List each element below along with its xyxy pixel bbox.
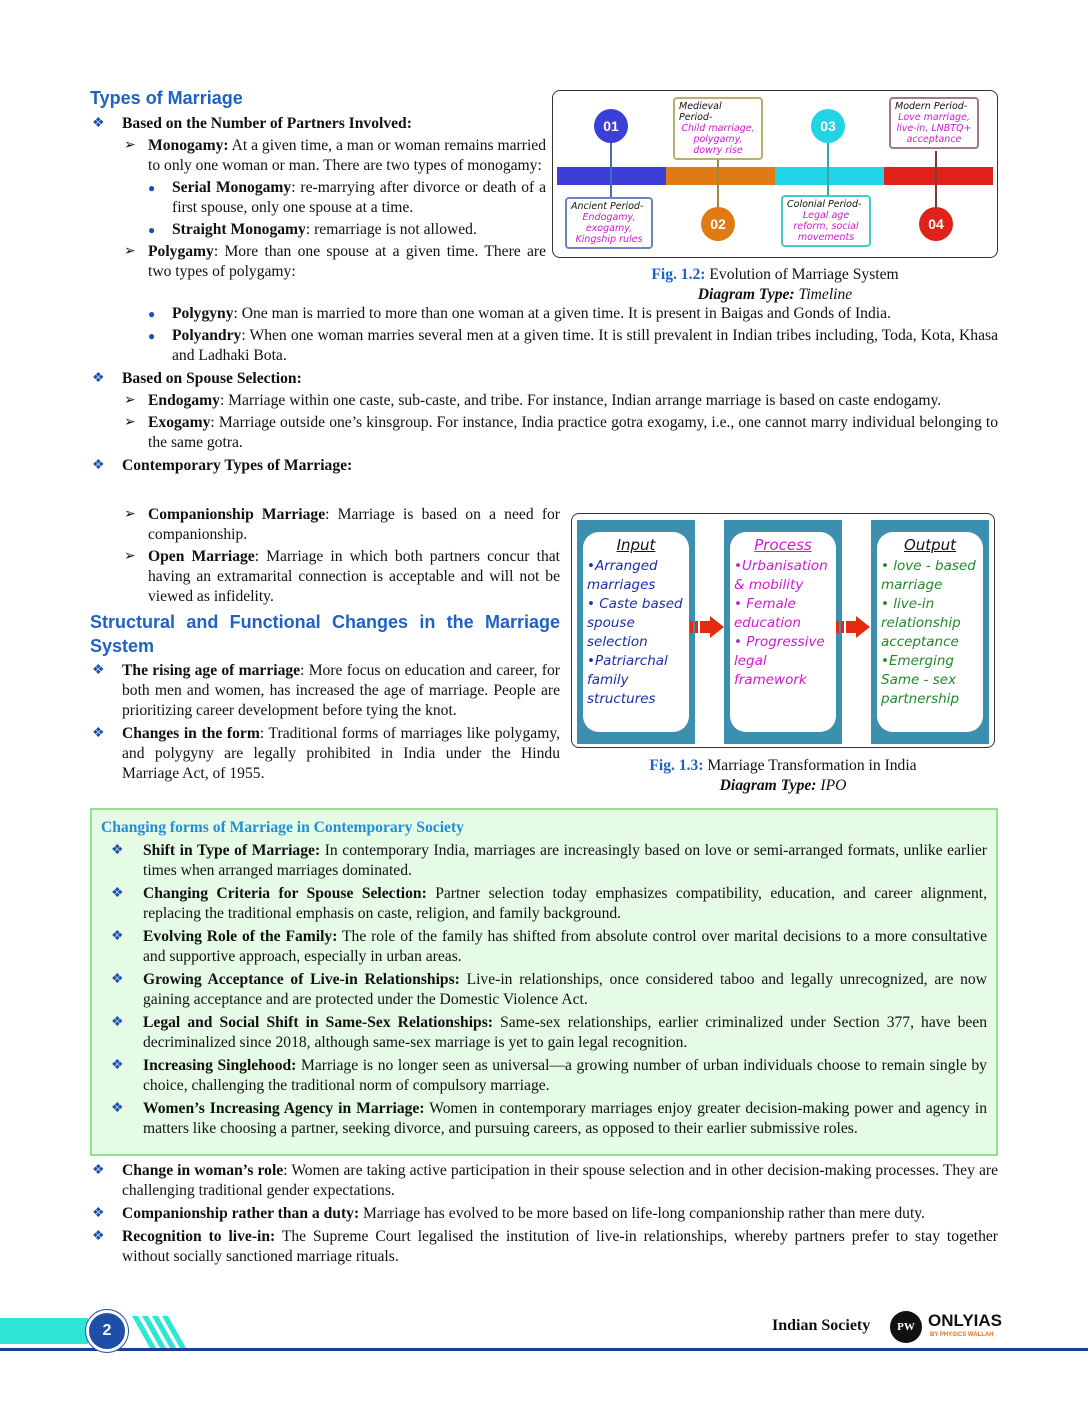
figure-label: Fig. 1.3: [649,757,704,774]
term: Endogamy [148,392,220,409]
fig1-caption [552,265,998,305]
list-item [90,304,998,324]
timeline-node-02: 02 [701,207,735,241]
figure-label: Fig. 1.2: [651,266,706,283]
list-item [101,884,987,924]
list-item [90,369,998,389]
text: Partner selection today emphasizes compatibility, education, and career alignment, replacing the traditional emphasis on caste, religion, and family background. [143,885,987,922]
diagram-type: IPO [816,777,847,794]
text: The role of the family has shifted from absolute control over marital decisions to a more consultative and supportive approach, especially in urban areas. [143,928,987,965]
list-item [90,456,998,476]
panel-title: Input [616,536,656,554]
diagram-type-label: Diagram Type: [719,777,817,794]
timeline-node-03: 03 [811,109,845,143]
list-item [90,136,546,176]
text: : When one woman marries several men at a given time. It is still prevalent in Indian tribes including, Toda, Kota, Khasa and Ladhaki Bota. [172,327,998,364]
footer-rule [0,1348,1088,1351]
text: : More than one spouse at a given time. There are two types of polygamy: [148,243,546,280]
diamond-bullet-icon: ❖ [92,726,105,741]
arrow-right-icon [690,616,724,638]
term: Shift in Type of Marriage: [143,842,321,859]
term: Polygyny [172,305,234,322]
timeline-node-04: 04 [919,207,953,241]
timeline-bar [557,167,993,185]
text: Marriage is no longer seen as universal—a growing number of urban individuals choose to remain single by choice, challenging the traditional norm of compulsory marriage. [143,1057,987,1094]
list-item [90,661,560,721]
diagram-type-label: Diagram Type: [697,286,795,303]
period-text: Child marriage, polygamy, dowry rise [681,123,755,156]
text: : Traditional forms of marriages like polygamy, and polygyny are legally prohibited in India under the Hindu Marriage Act, of 1955. [122,725,561,782]
text: The Supreme Court legalised the institution of live-in relationships, whereby partners prefer to stay together without socially sanctioned marriage rituals. [122,1228,998,1265]
text: : Marriage within one caste, sub-caste, and tribe. For instance, Indian arrange marriage is based on caste endogamy. [219,392,942,409]
period: Ancient Period- [571,201,644,212]
arrow-bullet-icon: ➢ [124,507,136,522]
term: Recognition to live-in: [122,1228,276,1245]
list-item [101,927,987,967]
box-title: Changing forms of Marriage in Contemporary Society [101,819,464,836]
bottom-section [90,1158,998,1267]
term: Monogamy: [148,137,229,154]
diamond-bullet-icon: ❖ [92,458,105,473]
page-number: 2 [86,1310,128,1352]
partners-section [90,111,546,282]
ipo-process-panel [724,520,842,744]
list-item [90,242,546,282]
term: Companionship Marriage [148,506,326,523]
list-item [90,114,546,134]
contemporary-changes-box [90,808,998,1156]
panel-item: •Arranged marriages [587,558,658,593]
period-text: Endogamy, exogamy, Kingship rules [575,212,643,245]
term: Women’s Increasing Agency in Marriage: [143,1100,425,1117]
text: : One man is married to more than one woman at a given time. It is present in Baigas and Gonds of India. [233,305,891,322]
pw-logo: PW [890,1311,922,1343]
diamond-bullet-icon: ❖ [111,843,124,858]
onlyias-logo: ONLYIAS [928,1311,1003,1330]
list-item [90,547,560,607]
text: At a given time, a man or woman remains married to only one woman or man. There are two types of monogamy: [148,137,546,174]
timeline-ancient-box [565,197,653,249]
list-item [90,178,546,218]
term: Legal and Social Shift in Same-Sex Relationships: [143,1014,493,1031]
term: Polyandry [172,327,242,344]
term: Polygamy [148,243,214,260]
subheading: Contemporary Types of Marriage: [122,457,353,474]
timeline-colonial-box [781,195,871,247]
footer-stripes [128,1316,190,1348]
diamond-bullet-icon: ❖ [111,1101,124,1116]
list-item [90,413,998,453]
period: Colonial Period- [787,199,862,210]
text: : More focus on education and career, for both men and women, has increased the age of marriage. People are prioritizing career development before tying the knot. [122,662,560,719]
term: Increasing Singlehood: [143,1057,297,1074]
term: Changing Criteria for Spouse Selection: [143,885,427,902]
panel-item: • Progressive legal framework [734,634,825,688]
panel-title: Process [754,536,812,554]
list-item [101,1056,987,1096]
heading-structural-changes: Structural and Functional Changes in the Marriage System [90,612,560,656]
onlyias-logo-sub: BY PHYSICS WALLAH [930,1332,994,1338]
period: Medieval Period- [679,101,722,123]
diamond-bullet-icon: ❖ [92,1163,105,1178]
term: The rising age of marriage [122,662,301,679]
diagram-type: Timeline [794,286,853,303]
panel-item: • live-in relationship acceptance [881,596,961,650]
text: Same-sex relationships, earlier criminalized under Section 377, have been decriminalized since 2018, although same-sex marriage is yet to gain legal recognition. [143,1014,988,1051]
period-text: Legal age reform, social movements [793,210,859,243]
text: : Women are taking active participation in their spouse selection and in other decision-making processes. They are challenging traditional gender expectations. [122,1162,998,1199]
period-text: Love marriage, live-in, LNBTQ+ acceptance [896,112,972,145]
timeline-node-01: 01 [594,109,628,143]
text: Women in contemporary marriages enjoy greater decision-making power and agency in matters like choosing a partner, seeking divorce, and pursuing careers, as opposed to their earlier submissive roles. [143,1100,987,1137]
diamond-bullet-icon: ❖ [111,929,124,944]
fig2-caption [571,756,995,796]
text: Live-in relationships, once considered taboo and legally unrecognized, are now gaining acceptance and are protected under the Domestic Violence Act. [143,971,987,1008]
text: : Marriage outside one’s kinsgroup. For instance, India practice gotra exogamy, i.e., one cannot marry individual belonging to the same gotra. [148,414,998,451]
arrow-bullet-icon: ➢ [124,138,136,153]
list-item [101,1013,987,1053]
term: Exogamy [148,414,211,431]
term: Companionship rather than a duty: [122,1205,360,1222]
list-item [90,391,998,411]
diamond-bullet-icon: ❖ [111,1015,124,1030]
diamond-bullet-icon: ❖ [92,116,105,131]
term: Evolving Role of the Family: [143,928,338,945]
list-item [90,1227,998,1267]
list-item [90,724,560,784]
term: Open Marriage [148,548,255,565]
arrow-bullet-icon: ➢ [124,415,136,430]
panel-item: • love - based marriage [881,558,976,593]
list-item [90,326,998,366]
panel-item: •Patriarchal family structures [587,653,668,707]
heading-types-of-marriage: Types of Marriage [90,88,243,108]
ipo-figure [571,513,995,748]
text: : Marriage in which both partners concur that having an extramarital connection is acceptable and will not be viewed as infidelity. [148,548,560,605]
panel-item: • Female education [734,596,801,631]
panel-item: • Caste based spouse selection [587,596,683,650]
list-item [90,1161,998,1201]
text: : Marriage is based on a need for companionship. [148,506,560,543]
diamond-bullet-icon: ❖ [92,371,105,386]
term: Change in woman’s role [122,1162,284,1179]
period: Modern Period- [895,101,968,112]
diamond-bullet-icon: ❖ [111,972,124,987]
list-item [90,505,560,545]
term: Serial Monogamy [172,179,292,196]
list-item [101,841,987,881]
panel-item: •Emerging Same - sex partnership [881,653,960,707]
arrow-bullet-icon: ➢ [124,549,136,564]
full-width-section [90,304,998,476]
subheading: Based on the Number of Partners Involved: [122,115,412,132]
diamond-bullet-icon: ❖ [111,886,124,901]
arrow-right-icon [836,616,870,638]
diamond-bullet-icon: ❖ [92,1206,105,1221]
diamond-bullet-icon: ❖ [92,1229,105,1244]
text: : re-marrying after divorce or death of a first spouse, only one spouse at a time. [172,179,546,216]
book-title: Indian Society [772,1317,871,1334]
arrow-bullet-icon: ➢ [124,244,136,259]
arrow-bullet-icon: ➢ [124,393,136,408]
term: Straight Monogamy [172,221,306,238]
diamond-bullet-icon: ❖ [111,1058,124,1073]
timeline-medieval-box [673,97,763,160]
dot-bullet-icon: ● [148,307,156,321]
term: Changes in the form [122,725,260,742]
figure-title: Marriage Transformation in India [703,757,917,774]
ipo-input-panel [577,520,695,744]
ipo-output-panel [871,520,989,744]
list-item [101,1099,987,1139]
timeline-modern-box [889,97,979,149]
subheading: Based on Spouse Selection: [122,370,302,387]
term: Growing Acceptance of Live-in Relationships: [143,971,460,988]
figure-title: Evolution of Marriage System [705,266,899,283]
timeline-figure [552,90,998,258]
text: : remarriage is not allowed. [305,221,477,238]
left-column-section [90,503,560,784]
dot-bullet-icon: ● [148,181,156,195]
list-item [90,1204,998,1224]
panel-title: Output [903,536,957,554]
text: In contemporary India, marriages are increasingly based on love or semi-arranged formats, unlike earlier times when arranged marriages dominated. [143,842,987,879]
list-item [101,970,987,1010]
text: Marriage has evolved to be more based on life-long companionship rather than mere duty. [359,1205,925,1222]
dot-bullet-icon: ● [148,329,156,343]
dot-bullet-icon: ● [148,223,156,237]
diamond-bullet-icon: ❖ [92,663,105,678]
footer-band [0,1318,88,1344]
list-item [90,220,546,240]
panel-item: •Urbanisation & mobility [734,558,828,593]
